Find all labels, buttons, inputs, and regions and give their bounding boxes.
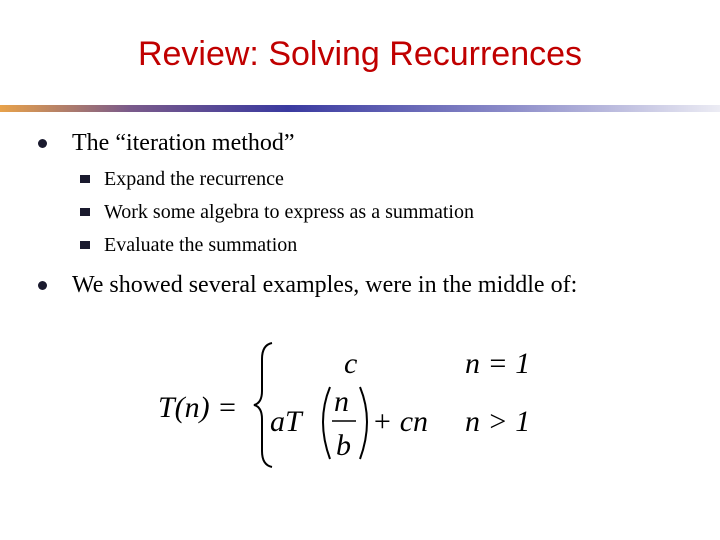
sub-bullet-square-icon xyxy=(80,241,90,249)
case1-condition: n = 1 xyxy=(465,347,531,380)
case2-prefix: aT xyxy=(270,405,302,438)
title-rule xyxy=(0,105,720,112)
sub-bullet-square-icon xyxy=(80,175,90,183)
case2-suffix: + cn xyxy=(372,405,429,438)
bullet-dot-icon xyxy=(38,281,47,290)
sub-bullet-square-icon xyxy=(80,208,90,216)
fraction-numerator: n xyxy=(334,385,349,418)
case2-condition: n > 1 xyxy=(465,405,531,438)
right-paren-icon xyxy=(360,387,367,459)
formula-lhs: T(n) = xyxy=(158,391,238,424)
sub-bullet-text: Expand the recurrence xyxy=(104,168,284,190)
case1-expression: c xyxy=(344,347,358,380)
bullet-text: We showed several examples, were in the middle of: xyxy=(72,272,578,298)
bullet-text: The “iteration method” xyxy=(72,130,295,156)
slide-title: Review: Solving Recurrences xyxy=(137,35,583,73)
sub-bullet-text: Work some algebra to express as a summation xyxy=(104,201,474,223)
bullet-dot-icon xyxy=(38,139,47,148)
recurrence-formula xyxy=(150,335,550,475)
fraction-denominator: b xyxy=(336,429,351,462)
left-paren-icon xyxy=(323,387,330,459)
sub-bullet-text: Evaluate the summation xyxy=(104,234,298,256)
